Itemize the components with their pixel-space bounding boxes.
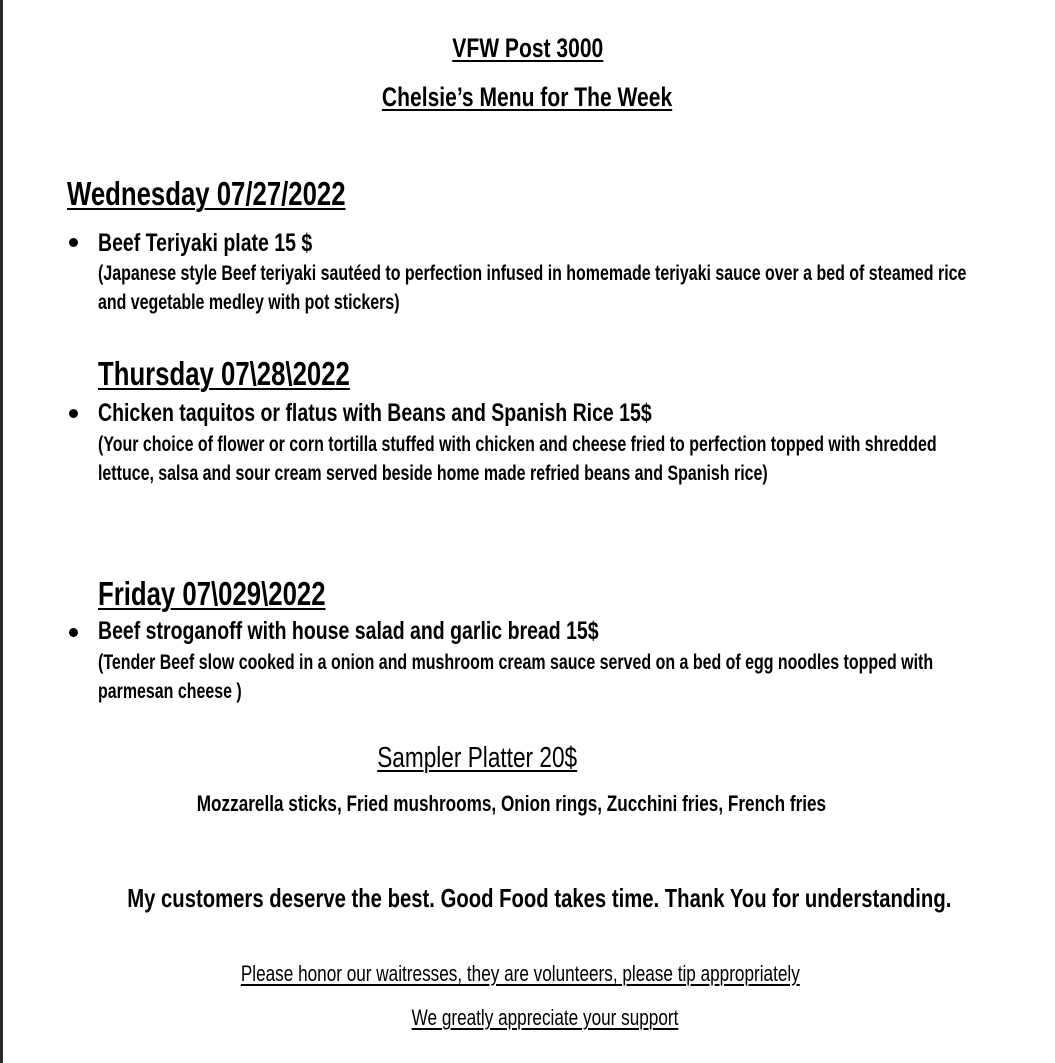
day-heading-wednesday: Wednesday 07/27/2022: [67, 175, 346, 212]
sampler-items: Mozzarella sticks, Fried mushrooms, Onion rings, Zucchini fries, French fries: [196, 791, 826, 816]
menu-item-wednesday: Beef Teriyaki plate 15 $: [98, 229, 313, 257]
sampler-title: Sampler Platter 20$: [377, 742, 578, 774]
appreciation-note: We greatly appreciate your support: [411, 1005, 679, 1030]
bullet-friday: [69, 628, 78, 637]
bullet-thursday: [69, 409, 78, 418]
page-subtitle: [0, 81, 1055, 113]
closing-statement: My customers deserve the best. Good Food takes time. Thank You for understanding.: [126, 883, 952, 913]
day-heading-thursday: Thursday 07\28\2022: [98, 355, 350, 392]
page-title: [0, 32, 1055, 64]
menu-item-thursday: Chicken taquitos or flatus with Beans and Spanish Rice 15$: [98, 399, 652, 427]
menu-description-thursday: (Your choice of flower or corn tortilla stuffed with chicken and cheese fried to perfection topped with shredded lettuce, salsa and sour cream served beside home made refried beans and Spanish rice): [98, 433, 937, 485]
menu-item-friday: Beef stroganoff with house salad and garlic bread 15$: [98, 617, 599, 645]
menu-description-wednesday: (Japanese style Beef teriyaki sautéed to perfection infused in homemade teriyaki sauce over a bed of steamed rice and vegetable medley with pot stickers): [98, 262, 967, 314]
tip-note: Please honor our waitresses, they are volunteers, please tip appropriately: [240, 961, 800, 986]
page-subtitle-text: Chelsie’s Menu for The Week: [382, 82, 673, 112]
day-heading-friday: Friday 07\029\2022: [98, 575, 326, 612]
page-title-text: VFW Post 3000: [452, 33, 603, 63]
bullet-wednesday: [69, 238, 78, 247]
menu-description-friday: (Tender Beef slow cooked in a onion and mushroom cream sauce served on a bed of egg noodles topped with parmesan cheese ): [98, 651, 934, 703]
